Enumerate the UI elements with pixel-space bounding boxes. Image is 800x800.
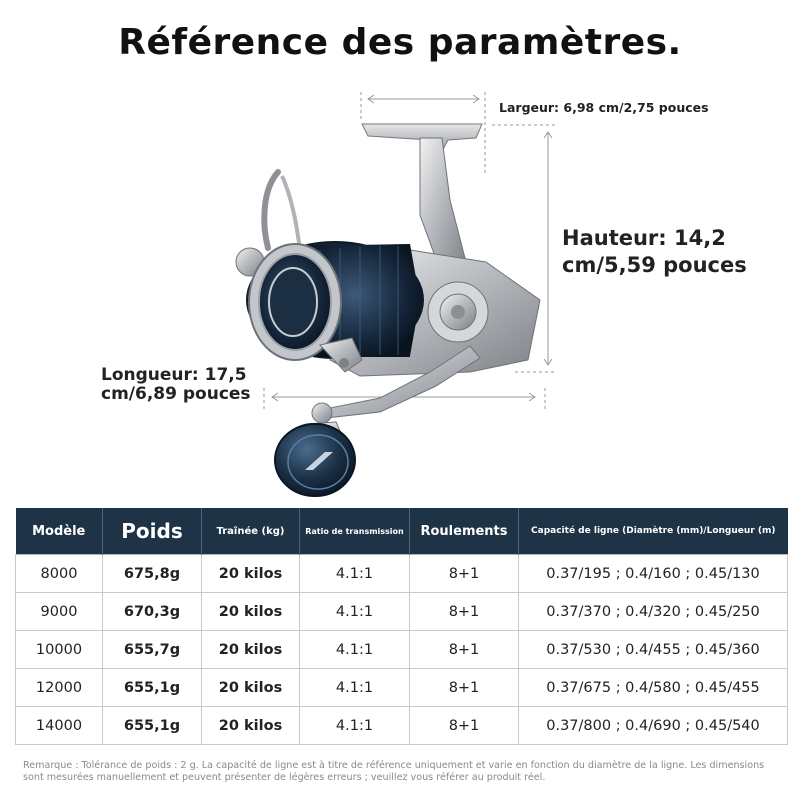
table-row [16,707,788,745]
table-row [16,593,788,631]
spec-table [15,508,788,745]
cell-model: 12000 [16,669,103,707]
length-label-line-1: Longueur: 17,5 [101,365,247,385]
length-label [101,366,251,404]
table-row [16,631,788,669]
cell-model: 8000 [16,555,103,593]
cell-capacity: 0.37/195 ; 0.4/160 ; 0.45/130 [519,555,788,593]
cell-ratio: 4.1:1 [300,555,410,593]
header-bearings: Roulements [410,508,519,555]
header-capacity: Capacité de ligne (Diamètre (mm)/Longueur (m) [519,508,788,555]
cell-model: 9000 [16,593,103,631]
cell-weight: 655,7g [103,631,202,669]
cell-ratio: 4.1:1 [300,631,410,669]
cell-bearings: 8+1 [410,555,519,593]
cell-model: 10000 [16,631,103,669]
length-label-line-2: cm/6,89 pouces [101,384,251,404]
table-header-row [16,508,788,555]
cell-weight: 655,1g [103,669,202,707]
page-title: Référence des paramètres. [118,22,682,63]
height-label-line-2: cm/5,59 pouces [562,253,747,277]
cell-bearings: 8+1 [410,593,519,631]
cell-drag: 20 kilos [202,707,300,745]
remark-note: Remarque : Tolérance de poids : 2 g. La capacité de ligne est à titre de référence uniquement et varie en fonction du diamètre de la ligne. Les dimensions sont mesurées manuellement et peuvent présenter de légères erreurs ; veuillez vous référer au produit réel. [23,760,765,783]
table-row [16,555,788,593]
table-row [16,669,788,707]
cell-weight: 675,8g [103,555,202,593]
cell-weight: 670,3g [103,593,202,631]
cell-ratio: 4.1:1 [300,669,410,707]
header-drag: Traînée (kg) [202,508,300,555]
cell-bearings: 8+1 [410,631,519,669]
width-label: Largeur: 6,98 cm/2,75 pouces [499,100,709,115]
cell-bearings: 8+1 [410,707,519,745]
reel-body [236,124,540,496]
cell-capacity: 0.37/675 ; 0.4/580 ; 0.45/455 [519,669,788,707]
cell-drag: 20 kilos [202,669,300,707]
cell-capacity: 0.37/370 ; 0.4/320 ; 0.45/250 [519,593,788,631]
header-model: Modèle [16,508,103,555]
cell-bearings: 8+1 [410,669,519,707]
cell-capacity: 0.37/800 ; 0.4/690 ; 0.45/540 [519,707,788,745]
cell-drag: 20 kilos [202,593,300,631]
cell-model: 14000 [16,707,103,745]
height-label [562,225,747,279]
cell-drag: 20 kilos [202,631,300,669]
header-ratio: Ratio de transmission [300,508,410,555]
cell-capacity: 0.37/530 ; 0.4/455 ; 0.45/360 [519,631,788,669]
cell-ratio: 4.1:1 [300,593,410,631]
height-label-line-1: Hauteur: 14,2 [562,226,726,250]
header-weight: Poids [103,508,202,555]
cell-ratio: 4.1:1 [300,707,410,745]
cell-drag: 20 kilos [202,555,300,593]
cell-weight: 655,1g [103,707,202,745]
